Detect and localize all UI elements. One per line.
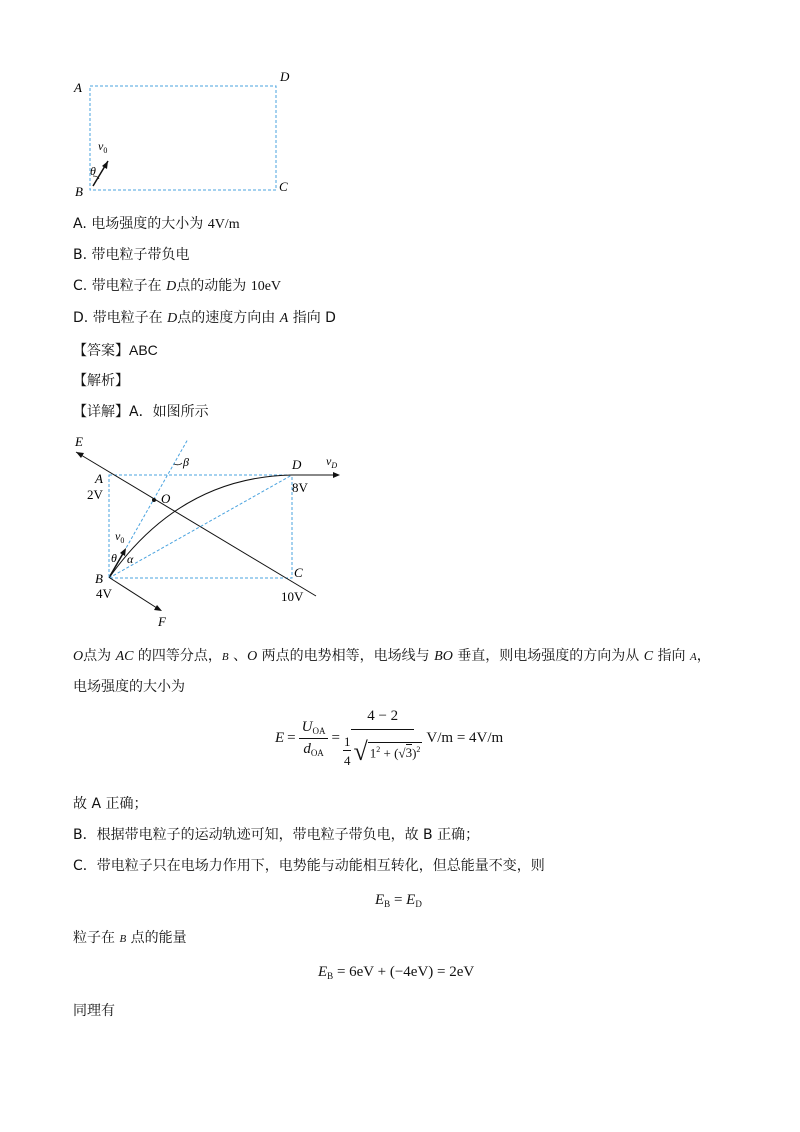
- line-b-explanation: B．根据带电粒子的运动轨迹可知，带电粒子带负电，故 B 正确；: [73, 827, 480, 843]
- rectangle-abcd: [90, 86, 276, 190]
- label-c: C: [294, 565, 303, 580]
- label-o: O: [161, 491, 171, 506]
- line-a-correct: 故 A 正确；: [73, 796, 148, 812]
- figure-1: [70, 66, 310, 200]
- velocity-arrowhead: [102, 161, 108, 169]
- option-d: D. 带电粒子在 D点的速度方向由 A 指向 D: [73, 310, 336, 326]
- figure-2: [70, 432, 360, 632]
- answer-value: ABC: [129, 342, 158, 358]
- fraction-quarter: $\frac{1}{4}$: [343, 734, 351, 768]
- para1-line2: 电场强度的大小为: [73, 679, 185, 695]
- label-d: D: [280, 69, 290, 84]
- v0-arrowhead: [120, 548, 126, 556]
- option-a: A. 电场强度的大小为 4V/m: [73, 216, 240, 232]
- label-d: D: [292, 457, 302, 472]
- label-b: B: [95, 571, 103, 586]
- label-a: A: [74, 80, 82, 95]
- beta-arc: [174, 463, 182, 465]
- label-theta: θ: [111, 551, 117, 565]
- potential-d: 8V: [292, 480, 308, 495]
- label-f: F: [158, 614, 166, 629]
- figure-2-svg: [70, 432, 360, 632]
- vd-arrowhead: [333, 472, 340, 478]
- label-v0: $v_0$: [115, 529, 125, 545]
- fraction-u-over-d: $\frac{U_{OA}}{d_{OA}}$: [299, 719, 329, 758]
- point-o: [152, 498, 156, 502]
- line-energy-at-b: 粒子在 B 点的能量: [73, 930, 187, 946]
- line-c-explanation: C．带电粒子只在电场力作用下，电势能与动能相互转化，但总能量不变，则: [73, 858, 545, 874]
- line-same-reasoning: 同理有: [73, 1003, 115, 1019]
- label-v0: $v_0$: [98, 139, 108, 155]
- figure-1-svg: [70, 66, 310, 200]
- equation-energy-equal: $E_B = E_D$: [375, 892, 422, 909]
- label-vd: $v_D$: [326, 454, 338, 470]
- force-arrowhead: [154, 605, 162, 611]
- label-a: A: [95, 471, 103, 486]
- analysis-tag: 【解析】: [73, 373, 129, 389]
- sqrt-symbol: √: [353, 736, 368, 766]
- potential-a: 2V: [87, 487, 103, 502]
- detail-line: 【详解】A．如图所示: [73, 404, 209, 420]
- answer-tag: 【答案】: [73, 343, 129, 359]
- force-arrow: [110, 578, 160, 610]
- option-c: C. 带电粒子在 D点的动能为 10eV: [73, 278, 282, 294]
- label-beta: β: [183, 455, 189, 469]
- label-c: C: [279, 179, 288, 194]
- answer-line: [73, 341, 158, 360]
- potential-b: 4V: [96, 586, 112, 601]
- label-e: E: [75, 434, 83, 449]
- potential-c: 10V: [281, 589, 304, 604]
- label-theta: θ: [90, 164, 96, 178]
- para1-line1: O点为 AC 的四等分点，B 、O 两点的电势相等，电场线与 BO 垂直，则电场强度的方向为从 C 指向 A，: [73, 648, 711, 664]
- sqrt-content: $1^2 + (√3)^2$: [368, 742, 423, 761]
- equation-field-strength: E = $\frac{U_{OA}}{d_{OA}}$ = 4 − 2 $\frac{1}{4}$ √ $1^2 + (√3)^2$ V/m = 4V/m: [275, 708, 504, 768]
- label-b: B: [75, 184, 83, 199]
- equation-energy-b: $E_B = 6eV + (-4eV) = 2eV$: [318, 964, 475, 981]
- option-b: B. 带电粒子带负电: [73, 247, 190, 263]
- label-alpha: α: [127, 552, 134, 566]
- fraction-main: 4 − 2 $\frac{1}{4}$ √ $1^2 + (√3)^2$: [343, 708, 421, 768]
- detail-tag: 【详解】: [73, 404, 129, 420]
- field-arrowhead-e: [76, 452, 84, 458]
